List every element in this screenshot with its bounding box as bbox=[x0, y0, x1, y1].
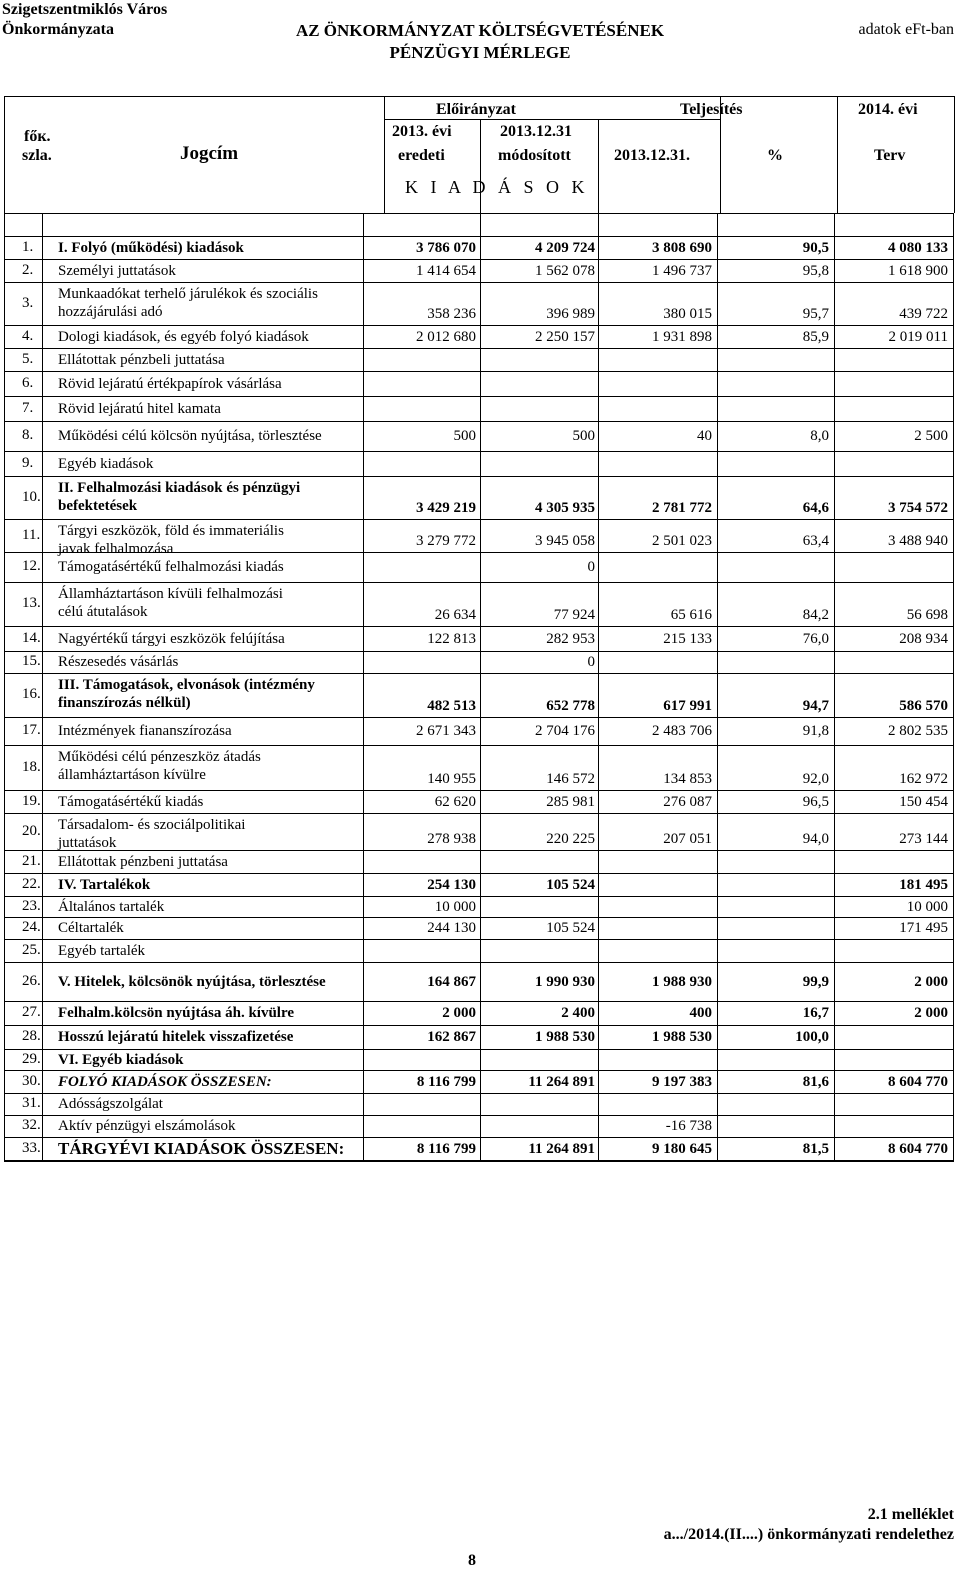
cell-value: 2 704 176 bbox=[535, 723, 595, 739]
row-label bbox=[58, 793, 363, 811]
cell-value: 96,5 bbox=[802, 793, 829, 810]
row-number: 7. bbox=[22, 399, 34, 416]
row-number: 13. bbox=[22, 595, 41, 611]
row-label-line: juttatások bbox=[58, 835, 117, 851]
title-line-1: AZ ÖNKORMÁNYZAT KÖLTSÉGVETÉSÉNEK bbox=[295, 21, 665, 40]
cell-value: 100,0 bbox=[795, 1029, 829, 1045]
cell-value: 164 867 bbox=[427, 973, 476, 990]
section-title: K I A D Á S O K bbox=[405, 177, 589, 197]
cell-value: 207 051 bbox=[663, 831, 712, 847]
cell-value: 2 000 bbox=[914, 1005, 948, 1021]
row-label-line: Működési célú kölcsön nyújtása, törlesztése bbox=[58, 428, 322, 444]
cell-value: -16 738 bbox=[665, 1118, 712, 1134]
document-title bbox=[230, 20, 730, 64]
cell-value: 64,6 bbox=[802, 500, 829, 516]
cell-value: 215 133 bbox=[663, 630, 712, 647]
row-label-line: Általános tartalék bbox=[58, 898, 165, 915]
row-label bbox=[58, 630, 363, 648]
col-eredeti: eredeti bbox=[398, 147, 445, 164]
column-divider bbox=[4, 213, 5, 1160]
cell-value: 16,7 bbox=[802, 1005, 829, 1021]
cell-value: 65 616 bbox=[670, 607, 712, 623]
row-label bbox=[58, 653, 363, 671]
cell-value: 85,9 bbox=[802, 328, 829, 345]
cell-value: 3 429 219 bbox=[416, 500, 476, 516]
col-2014-evi: 2014. évi bbox=[858, 101, 918, 118]
row-label bbox=[58, 898, 363, 916]
row-number: 16. bbox=[22, 686, 41, 702]
row-divider bbox=[4, 259, 954, 260]
row-label-line: befektetések bbox=[58, 498, 138, 514]
cell-value: 2 671 343 bbox=[416, 723, 476, 739]
row-label bbox=[58, 942, 363, 960]
row-label-line: V. Hitelek, kölcsönök nyújtása, törlesztése bbox=[58, 973, 326, 990]
row-divider bbox=[4, 1093, 954, 1094]
cell-value: 2 019 011 bbox=[888, 328, 948, 345]
row-number: 22. bbox=[22, 875, 41, 892]
row-number: 17. bbox=[22, 722, 41, 738]
row-label-line: javak felhalmozása bbox=[58, 541, 174, 557]
cell-value: 396 989 bbox=[546, 306, 595, 322]
row-number: 25. bbox=[22, 941, 41, 958]
row-label-line: Munkaadókat terhelő járulékok és szociális bbox=[58, 286, 318, 302]
row-divider bbox=[4, 282, 954, 283]
cell-value: 2 400 bbox=[561, 1005, 595, 1021]
cell-value: 40 bbox=[697, 428, 712, 444]
row-number: 27. bbox=[22, 1004, 41, 1020]
cell-value: 76,0 bbox=[802, 630, 829, 647]
row-label-line: Részesedés vásárlás bbox=[58, 654, 179, 670]
row-number: 12. bbox=[22, 558, 41, 574]
row-label-line: Dologi kiadások, és egyéb folyó kiadások bbox=[58, 328, 309, 345]
row-number: 6. bbox=[22, 374, 34, 391]
cell-value: 134 853 bbox=[663, 771, 712, 787]
row-number: 19. bbox=[22, 792, 41, 809]
row-number: 5. bbox=[22, 350, 34, 367]
cell-value: 2 000 bbox=[442, 1005, 476, 1021]
cell-value: 3 488 940 bbox=[888, 533, 948, 549]
cell-value: 3 279 772 bbox=[416, 533, 476, 549]
column-divider bbox=[953, 213, 954, 1160]
row-label-line: Aktív pénzügyi elszámolások bbox=[58, 1118, 236, 1134]
cell-value: 617 991 bbox=[663, 698, 712, 714]
row-number: 18. bbox=[22, 758, 41, 775]
cell-value: 8 116 799 bbox=[416, 1073, 476, 1090]
row-label-line: célú átutalások bbox=[58, 604, 148, 620]
row-divider bbox=[4, 873, 954, 874]
row-label bbox=[58, 816, 363, 852]
cell-value: 282 953 bbox=[546, 630, 595, 647]
cell-value: 2 501 023 bbox=[652, 533, 712, 549]
cell-value: 94,7 bbox=[802, 698, 829, 714]
row-label-line: Rövid lejáratú hitel kamata bbox=[58, 400, 221, 417]
row-number: 20. bbox=[22, 822, 41, 839]
page-number: 8 bbox=[468, 1552, 476, 1569]
row-label-line: TÁRGYÉVI KIADÁSOK ÖSSZESEN: bbox=[58, 1138, 345, 1158]
row-label bbox=[58, 479, 363, 515]
row-divider bbox=[4, 745, 954, 746]
cell-value: 4 080 133 bbox=[888, 239, 948, 256]
decree-label: a.../2014.(II....) önkormányzati rendelethez bbox=[663, 1526, 954, 1543]
cell-value: 278 938 bbox=[427, 831, 476, 847]
row-label bbox=[58, 262, 363, 280]
row-divider bbox=[4, 1137, 954, 1138]
cell-value: 56 698 bbox=[906, 607, 948, 623]
row-label bbox=[58, 748, 363, 784]
col-terv: Terv bbox=[874, 147, 906, 164]
row-label-line: FOLYÓ KIADÁSOK ÖSSZESEN: bbox=[58, 1073, 272, 1090]
cell-value: 220 225 bbox=[546, 831, 595, 847]
cell-value: 146 572 bbox=[546, 771, 595, 787]
row-divider bbox=[4, 552, 954, 553]
row-divider bbox=[4, 371, 954, 372]
cell-value: 2 250 157 bbox=[535, 328, 595, 345]
cell-value: 500 bbox=[572, 428, 595, 444]
col-date-mod: 2013.12.31 bbox=[500, 123, 572, 140]
row-label-line: Felhalm.kölcsön nyújtása áh. kívülre bbox=[58, 1005, 295, 1021]
row-label bbox=[58, 1095, 363, 1113]
cell-value: 62 620 bbox=[434, 793, 476, 810]
row-label bbox=[58, 876, 363, 894]
cell-value: 4 305 935 bbox=[535, 500, 595, 516]
row-label-line: VI. Egyéb kiadások bbox=[58, 1051, 184, 1068]
cell-value: 9 180 645 bbox=[652, 1140, 712, 1157]
row-label-line: Államháztartáson kívüli felhalmozási bbox=[58, 586, 283, 602]
cell-value: 162 972 bbox=[899, 771, 948, 787]
column-divider bbox=[834, 213, 835, 1160]
row-label-line: Adósságszolgálat bbox=[58, 1096, 163, 1112]
row-label bbox=[58, 351, 363, 369]
org-line-1: Szigetszentmiklós Város bbox=[2, 1, 168, 18]
row-divider bbox=[4, 717, 954, 718]
cell-value: 77 924 bbox=[553, 607, 595, 623]
row-label-line: Egyéb tartalék bbox=[58, 942, 146, 959]
cell-value: 171 495 bbox=[899, 920, 948, 936]
row-label-line: I. Folyó (működési) kiadások bbox=[58, 239, 244, 256]
cell-value: 122 813 bbox=[427, 630, 476, 647]
cell-value: 244 130 bbox=[427, 920, 476, 936]
row-label-line: Intézmények fiananszírozása bbox=[58, 723, 232, 739]
row-label-line: Tárgyi eszközök, föld és immateriális bbox=[58, 523, 284, 539]
cell-value: 91,8 bbox=[802, 723, 829, 739]
column-divider bbox=[363, 213, 364, 1160]
row-number: 10. bbox=[22, 488, 41, 505]
row-label bbox=[58, 722, 363, 740]
row-number: 29. bbox=[22, 1050, 41, 1067]
column-divider bbox=[480, 213, 481, 1160]
header-divider bbox=[837, 96, 838, 213]
cell-value: 11 264 891 bbox=[528, 1140, 595, 1157]
cell-value: 8 604 770 bbox=[888, 1140, 948, 1157]
row-label bbox=[58, 919, 363, 937]
row-divider bbox=[4, 1070, 954, 1071]
column-divider bbox=[598, 213, 599, 1160]
row-label-line: IV. Tartalékok bbox=[58, 876, 151, 893]
col-date-telj: 2013.12.31. bbox=[614, 147, 690, 164]
row-divider bbox=[4, 673, 954, 674]
cell-value: 0 bbox=[587, 654, 595, 670]
row-number: 31. bbox=[22, 1095, 41, 1111]
cell-value: 95,8 bbox=[802, 262, 829, 279]
column-divider bbox=[717, 213, 718, 1160]
row-label bbox=[58, 853, 363, 871]
row-divider bbox=[4, 1001, 954, 1002]
row-label-line: II. Felhalmozási kiadások és pénzügyi bbox=[58, 480, 301, 496]
cell-value: 500 bbox=[453, 428, 476, 444]
cell-value: 81,6 bbox=[802, 1073, 829, 1090]
cell-value: 3 945 058 bbox=[535, 533, 595, 549]
row-divider bbox=[4, 626, 954, 627]
row-label-line: hozzájárulási adó bbox=[58, 304, 163, 320]
header-divider bbox=[384, 96, 385, 213]
cell-value: 181 495 bbox=[899, 876, 948, 893]
row-label-line: Támogatásértékű felhalmozási kiadás bbox=[58, 559, 284, 575]
cell-value: 90,5 bbox=[802, 239, 829, 256]
cell-value: 9 197 383 bbox=[652, 1073, 712, 1090]
cell-value: 1 618 900 bbox=[888, 262, 948, 279]
cell-value: 8 116 799 bbox=[416, 1140, 476, 1157]
cell-value: 2 802 535 bbox=[888, 723, 948, 739]
cell-value: 208 934 bbox=[899, 630, 948, 647]
org-line-2: Önkormányzata bbox=[2, 21, 114, 38]
cell-value: 105 524 bbox=[546, 876, 595, 893]
row-number: 21. bbox=[22, 852, 41, 869]
unit-note: adatok eFt-ban bbox=[858, 21, 954, 38]
cell-value: 586 570 bbox=[899, 698, 948, 714]
row-divider bbox=[4, 421, 954, 422]
annex-label: 2.1 melléklet bbox=[867, 1506, 954, 1523]
row-label bbox=[58, 585, 363, 621]
row-label-line: Céltartalék bbox=[58, 920, 124, 936]
row-divider bbox=[4, 1115, 954, 1116]
row-label bbox=[58, 1004, 363, 1022]
title-line-2: PÉNZÜGYI MÉRLEGE bbox=[389, 43, 571, 62]
cell-value: 92,0 bbox=[802, 771, 829, 787]
cell-value: 95,7 bbox=[802, 306, 829, 322]
row-label-line: finanszírozás nélkül) bbox=[58, 695, 191, 711]
cell-value: 8,0 bbox=[810, 428, 829, 444]
cell-value: 358 236 bbox=[427, 306, 476, 322]
cell-value: 276 087 bbox=[663, 793, 712, 810]
header-divider bbox=[720, 96, 721, 213]
row-label-line: Ellátottak pénzbeli juttatása bbox=[58, 351, 225, 368]
row-label-line: III. Támogatások, elvonások (intézmény bbox=[58, 677, 315, 693]
row-divider bbox=[4, 813, 954, 814]
cell-value: 1 990 930 bbox=[535, 973, 595, 990]
row-number: 3. bbox=[22, 294, 34, 311]
row-label bbox=[58, 328, 363, 346]
cell-value: 380 015 bbox=[663, 306, 712, 322]
cell-value: 0 bbox=[587, 559, 595, 575]
row-label bbox=[58, 427, 363, 445]
row-number: 2. bbox=[22, 261, 34, 278]
cell-value: 1 414 654 bbox=[416, 262, 476, 279]
row-number: 24. bbox=[22, 919, 41, 935]
cell-value: 99,9 bbox=[802, 973, 829, 990]
row-divider bbox=[4, 939, 954, 940]
footer-annex bbox=[664, 1505, 954, 1545]
row-label bbox=[58, 676, 363, 712]
header-divider bbox=[480, 119, 481, 213]
row-label bbox=[58, 558, 363, 576]
row-label-line: Ellátottak pénzbeni juttatása bbox=[58, 853, 228, 870]
cell-value: 1 988 530 bbox=[652, 1029, 712, 1045]
organization-name bbox=[2, 0, 167, 40]
header-divider bbox=[598, 119, 599, 213]
row-label bbox=[58, 239, 363, 257]
col-teljesites: Teljesítés bbox=[680, 101, 743, 118]
cell-value: 11 264 891 bbox=[528, 1073, 595, 1090]
cell-value: 2 483 706 bbox=[652, 723, 712, 739]
cell-value: 94,0 bbox=[802, 831, 829, 847]
col-fok-line1: főк. bbox=[24, 128, 51, 145]
row-number: 23. bbox=[22, 897, 41, 914]
row-number: 26. bbox=[22, 972, 41, 989]
row-divider bbox=[4, 790, 954, 791]
row-label-line: Rövid lejáratú értékpapírok vásárlása bbox=[58, 375, 282, 392]
table-bottom-border bbox=[4, 1161, 954, 1162]
cell-value: 400 bbox=[689, 1005, 712, 1021]
row-label bbox=[58, 285, 363, 321]
row-label bbox=[58, 400, 363, 418]
row-number: 30. bbox=[22, 1072, 41, 1089]
cell-value: 1 988 930 bbox=[652, 973, 712, 990]
cell-value: 1 496 737 bbox=[652, 262, 712, 279]
row-label bbox=[58, 455, 363, 473]
cell-value: 2 012 680 bbox=[416, 328, 476, 345]
row-label-line: Hosszú lejáratú hitelek visszafizetése bbox=[58, 1029, 294, 1045]
cell-value: 10 000 bbox=[434, 898, 476, 915]
row-label-line: Társadalom- és szociálpolitikai bbox=[58, 817, 246, 833]
row-number: 1. bbox=[22, 238, 34, 255]
row-number: 33. bbox=[22, 1139, 41, 1156]
cell-value: 8 604 770 bbox=[888, 1073, 948, 1090]
row-number: 14. bbox=[22, 629, 41, 646]
cell-value: 439 722 bbox=[899, 306, 948, 322]
cell-value: 1 988 530 bbox=[535, 1029, 595, 1045]
row-label-line: Működési célú pénzeszköz átadás bbox=[58, 749, 261, 765]
cell-value: 3 808 690 bbox=[652, 239, 712, 256]
cell-value: 1 562 078 bbox=[535, 262, 595, 279]
row-number: 8. bbox=[22, 427, 34, 443]
cell-value: 2 000 bbox=[914, 973, 948, 990]
row-label bbox=[58, 1051, 363, 1069]
cell-value: 4 209 724 bbox=[535, 239, 595, 256]
row-divider bbox=[4, 582, 954, 583]
row-label bbox=[58, 1028, 363, 1046]
col-eloiranyzat: Előirányzat bbox=[436, 101, 516, 118]
col-2013-evi: 2013. évi bbox=[392, 123, 452, 140]
column-divider bbox=[42, 213, 43, 1160]
row-label-line: Személyi juttatások bbox=[58, 262, 176, 279]
cell-value: 81,5 bbox=[802, 1140, 829, 1157]
col-pct: % bbox=[767, 147, 783, 164]
cell-value: 105 524 bbox=[546, 920, 595, 936]
row-divider bbox=[4, 850, 954, 851]
row-divider bbox=[4, 451, 954, 452]
row-label bbox=[58, 1117, 363, 1135]
row-label bbox=[58, 1140, 363, 1158]
cell-value: 140 955 bbox=[427, 771, 476, 787]
cell-value: 285 981 bbox=[546, 793, 595, 810]
cell-value: 26 634 bbox=[434, 607, 476, 623]
cell-value: 652 778 bbox=[546, 698, 595, 714]
cell-value: 482 513 bbox=[427, 698, 476, 714]
row-label-line: Támogatásértékű kiadás bbox=[58, 793, 204, 810]
cell-value: 3 754 572 bbox=[888, 500, 948, 516]
row-number: 28. bbox=[22, 1028, 41, 1044]
row-label-line: államháztartáson kívülre bbox=[58, 767, 206, 783]
cell-value: 273 144 bbox=[899, 831, 948, 847]
cell-value: 254 130 bbox=[427, 876, 476, 893]
row-label-line: Egyéb kiadások bbox=[58, 455, 154, 472]
row-divider bbox=[4, 325, 954, 326]
col-fok-line2: szla. bbox=[22, 147, 52, 164]
row-divider bbox=[4, 917, 954, 918]
cell-value: 150 454 bbox=[899, 793, 948, 810]
row-number: 9. bbox=[22, 454, 34, 471]
row-number: 15. bbox=[22, 653, 41, 669]
row-label bbox=[58, 1073, 363, 1091]
cell-value: 2 500 bbox=[914, 428, 948, 444]
cell-value: 63,4 bbox=[802, 533, 829, 549]
row-divider bbox=[4, 476, 954, 477]
row-divider bbox=[4, 348, 954, 349]
row-number: 11. bbox=[22, 526, 41, 543]
row-divider bbox=[4, 962, 954, 963]
row-label bbox=[58, 375, 363, 393]
row-divider bbox=[4, 519, 954, 520]
cell-value: 1 931 898 bbox=[652, 328, 712, 345]
cell-value: 2 781 772 bbox=[652, 500, 712, 516]
col-modositott: módosított bbox=[498, 147, 571, 164]
cell-value: 84,2 bbox=[802, 607, 829, 623]
header-divider bbox=[954, 96, 955, 213]
cell-value: 3 786 070 bbox=[416, 239, 476, 256]
row-label bbox=[58, 973, 363, 991]
row-number: 32. bbox=[22, 1117, 41, 1133]
cell-value: 162 867 bbox=[427, 1029, 476, 1045]
row-label-line: Nagyértékű tárgyi eszközök felújítása bbox=[58, 630, 285, 647]
row-divider bbox=[4, 396, 954, 397]
row-divider bbox=[4, 1025, 954, 1026]
row-divider bbox=[4, 651, 954, 652]
cell-value: 10 000 bbox=[906, 898, 948, 915]
row-number: 4. bbox=[22, 327, 34, 344]
header-divider bbox=[4, 96, 5, 213]
col-jogcim: Jogcím bbox=[180, 143, 239, 164]
